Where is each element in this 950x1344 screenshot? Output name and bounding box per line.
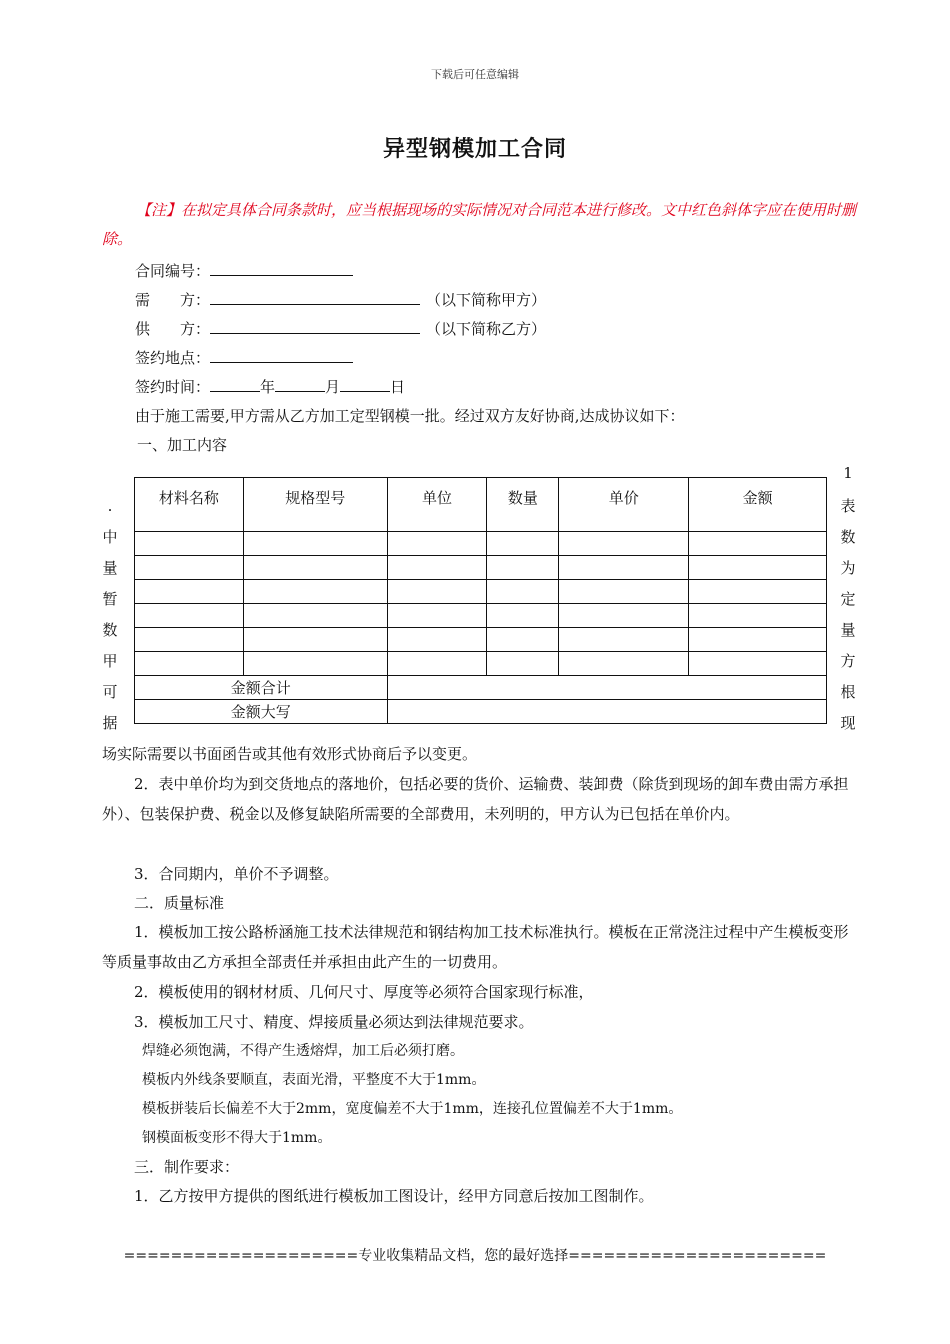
contract-no-line	[135, 261, 353, 281]
side-left-char: 可	[102, 683, 118, 701]
table-row	[135, 580, 827, 604]
quality-3b: 模板内外线条要顺直，表面光滑，平整度不大于1mm。	[142, 1072, 486, 1088]
table-cell	[689, 604, 827, 628]
table-cell	[487, 532, 559, 556]
buyer-line	[135, 290, 546, 310]
supplier-blank	[210, 319, 420, 334]
table-header-cell: 数量	[487, 478, 559, 532]
paragraph-1-continued: 场实际需要以书面函告或其他有效形式协商后予以变更。	[102, 745, 478, 763]
table-cell	[135, 580, 244, 604]
table-cell	[135, 532, 244, 556]
table-row	[135, 604, 827, 628]
table-cell	[135, 652, 244, 676]
table-cell	[487, 556, 559, 580]
side-left-char: 中	[102, 528, 118, 546]
table-cell	[243, 628, 387, 652]
table-header-cell: 单价	[559, 478, 689, 532]
table-cell	[387, 604, 487, 628]
table-cell	[387, 652, 487, 676]
side-right-char: 现	[840, 714, 856, 732]
table-cell	[559, 652, 689, 676]
table-cell	[689, 652, 827, 676]
table-cell	[559, 532, 689, 556]
side-right-char: 定	[840, 590, 856, 608]
total-upper-label-cell: 金额大写	[135, 700, 388, 724]
year-label: 年	[260, 378, 276, 396]
year-blank	[210, 377, 260, 392]
month-blank	[275, 377, 325, 392]
total-label-cell: 金额合计	[135, 676, 388, 700]
table-cell	[243, 580, 387, 604]
table-cell	[135, 628, 244, 652]
day-label: 日	[390, 378, 406, 396]
table-cell	[135, 556, 244, 580]
red-italic-note: 【注】在拟定具体合同条款时，应当根据现场的实际情况对合同范本进行修改。文中红色斜体字应在使用时删除。	[102, 201, 857, 248]
table-cell	[243, 604, 387, 628]
quality-2: 2．模板使用的钢材材质、几何尺寸、厚度等必须符合国家现行标准，	[134, 983, 594, 1001]
side-right-char: 数	[840, 528, 856, 546]
paragraph-3: 3．合同期内，单价不予调整。	[134, 865, 339, 883]
quality-3: 3．模板加工尺寸、精度、焊接质量必须达到法律规范要求。	[134, 1013, 534, 1031]
table-cell	[487, 580, 559, 604]
side-right-char: 表	[840, 497, 856, 515]
table-cell	[689, 556, 827, 580]
quality-3d: 钢模面板变形不得大于1mm。	[142, 1130, 332, 1146]
side-left-char: 量	[102, 559, 118, 577]
side-right-char: 为	[840, 559, 856, 577]
buyer-blank	[210, 290, 420, 305]
table-cell	[689, 532, 827, 556]
supplier-label: 供 方：	[135, 320, 211, 338]
time-label: 签约时间：	[135, 378, 211, 396]
side-right-char: 1	[843, 464, 853, 482]
table-header-cell: 金额	[689, 478, 827, 532]
place-blank	[210, 348, 353, 363]
quality-3a: 焊缝必须饱满，不得产生透熔焊，加工后必须打磨。	[142, 1043, 464, 1059]
top-note: 下载后可任意编辑	[431, 68, 519, 81]
document-title: 异型钢模加工合同	[382, 136, 567, 162]
table-cell	[387, 580, 487, 604]
table-cell	[559, 580, 689, 604]
section1-title: 一、加工内容	[137, 436, 228, 454]
items-table	[134, 477, 827, 724]
table-cell	[487, 628, 559, 652]
supplier-line	[135, 319, 546, 339]
place-line	[135, 348, 353, 368]
footer-banner: ====================专业收集精品文档，您的最好选择======================	[123, 1248, 827, 1264]
total-row	[135, 676, 827, 700]
table-header-cell: 单位	[387, 478, 487, 532]
table-cell	[243, 556, 387, 580]
side-left-char: 数	[102, 621, 118, 639]
side-right-char: 根	[840, 683, 856, 701]
side-right-char: 方	[840, 652, 856, 670]
making-1: 1．乙方按甲方提供的图纸进行模板加工图设计，经甲方同意后按加工图制作。	[134, 1187, 654, 1205]
table-cell	[387, 532, 487, 556]
side-left-char: .	[107, 497, 113, 515]
place-label: 签约地点：	[135, 349, 211, 367]
table-cell	[387, 628, 487, 652]
side-left-char: 甲	[102, 652, 118, 670]
day-blank	[340, 377, 390, 392]
contract-no-label: 合同编号：	[135, 262, 211, 280]
table-row	[135, 652, 827, 676]
month-label: 月	[325, 378, 341, 396]
quality-1: 1．模板加工按公路桥涵施工技术法律规范和钢结构加工技术标准执行。模板在正常浇注过程中产生模板变形等质量事故由乙方承担全部责任并承担由此产生的一切费用。	[102, 923, 849, 971]
buyer-suffix: （以下简称甲方）	[426, 291, 547, 309]
side-left-char: 据	[102, 714, 118, 732]
table-cell	[487, 652, 559, 676]
table-cell	[559, 604, 689, 628]
side-right-char: 量	[840, 621, 856, 639]
table-header-row	[135, 478, 827, 532]
section3-title: 三．制作要求：	[134, 1158, 240, 1176]
table-cell	[387, 556, 487, 580]
total-upper-row	[135, 700, 827, 724]
table-row	[135, 532, 827, 556]
total-upper-value-cell	[387, 700, 826, 724]
table-row	[135, 556, 827, 580]
table-header-cell: 材料名称	[135, 478, 244, 532]
table-cell	[559, 556, 689, 580]
table-cell	[243, 532, 387, 556]
table-cell	[689, 628, 827, 652]
time-line	[135, 377, 405, 397]
intro-text: 由于施工需要,甲方需从乙方加工定型钢模一批。经过双方友好协商,达成协议如下：	[135, 407, 685, 425]
table-cell	[689, 580, 827, 604]
quality-3c: 模板拼装后长偏差不大于2mm，宽度偏差不大于1mm，连接孔位置偏差不大于1mm。	[142, 1101, 683, 1117]
table-cell	[559, 628, 689, 652]
buyer-label: 需 方：	[135, 291, 211, 309]
table-cell	[487, 604, 559, 628]
contract-no-blank	[210, 261, 353, 276]
total-value-cell	[387, 676, 826, 700]
table-cell	[243, 652, 387, 676]
supplier-suffix: （以下简称乙方）	[426, 320, 547, 338]
paragraph-2: 2．表中单价均为到交货地点的落地价，包括必要的货价、运输费、装卸费（除货到现场的卸车费由需方承担外）、包装保护费、税金以及修复缺陷所需要的全部费用，未列明的，甲方认为已包括在单价内。	[102, 775, 849, 823]
section2-title: 二．质量标准	[134, 894, 225, 912]
table-header-cell: 规格型号	[243, 478, 387, 532]
table-row	[135, 628, 827, 652]
table-cell	[135, 604, 244, 628]
side-left-char: 暂	[102, 590, 118, 608]
